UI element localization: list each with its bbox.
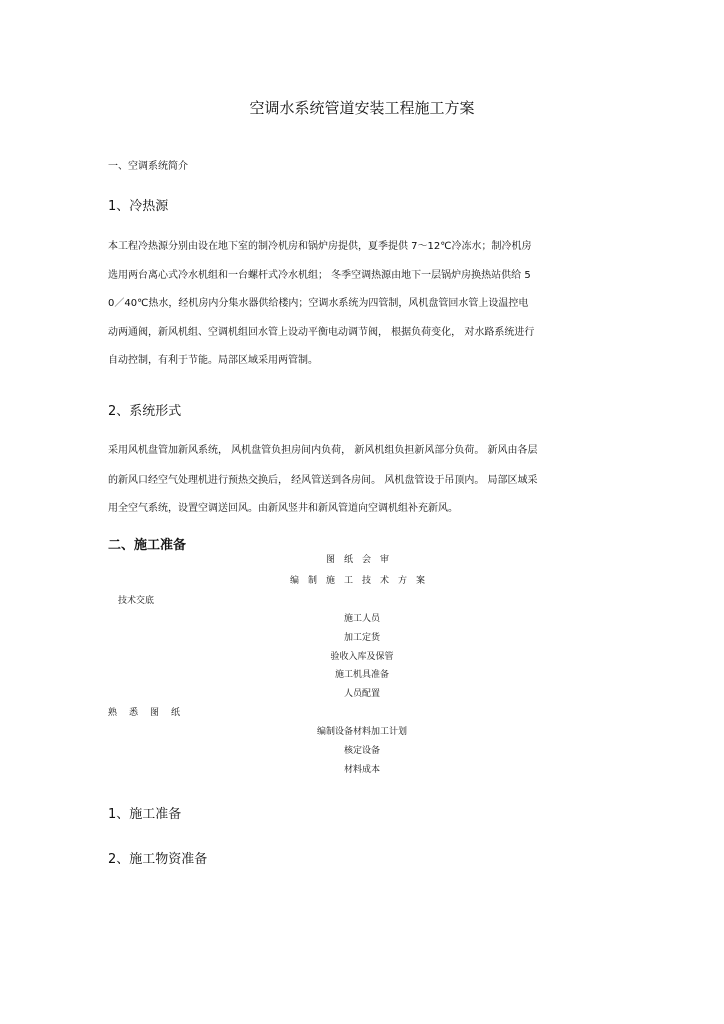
flow-node-verify-equipment: 核定设备 (343, 746, 380, 756)
subheading-construction-prep: 1、施工准备 (108, 807, 182, 822)
paragraph-line: 动两通阀，新风机组、空调机组回水管上设动平衡电动调节阀， 根据负荷变化， 对水路系统进行 (108, 327, 535, 338)
document-title: 空调水系统管道安装工程施工方案 (249, 99, 475, 117)
flow-node-acceptance: 验收入库及保管 (330, 652, 394, 662)
flow-node-material-cost: 材料成本 (343, 765, 380, 775)
flow-node-material-plan: 编制设备材料加工计划 (316, 727, 407, 737)
paragraph-line: 选用两台离心式冷水机组和一台螺杆式冷水机组； 冬季空调热源由地下一层锅炉房换热站供给 5 (108, 270, 531, 281)
flow-node-tools: 施工机具准备 (334, 670, 389, 680)
section-heading-construction-prep: 二、施工准备 (108, 538, 187, 553)
paragraph-line: 的新风口经空气处理机进行预热交换后， 经风管送到各房间。 风机盘管设于吊顶内。 局部区域采 (108, 475, 538, 486)
subheading-system-form: 2、系统形式 (108, 404, 182, 419)
flow-node-processing: 加工定货 (343, 633, 380, 643)
subheading-heat-cold-source: 1、冷热源 (108, 199, 169, 214)
flow-node-tech-briefing: 技术交底 (118, 596, 155, 606)
subheading-material-prep: 2、施工物资准备 (108, 852, 208, 867)
flow-node-personnel: 人员配置 (343, 689, 380, 699)
section-heading-system-intro: 一、空调系统简介 (108, 161, 188, 172)
flow-node-compile-plan: 编制施工技术方案 (289, 576, 434, 586)
paragraph-line: 用全空气系统，设置空调送回风。由新风竖井和新风管道向空调机组补充新风。 (108, 503, 458, 514)
paragraph-line: 0／40℃热水，经机房内分集水器供给楼内；空调水系统为四管制，风机盘管回水管上设温控电 (108, 298, 529, 309)
paragraph-line: 自动控制，有利于节能。局部区域采用两管制。 (108, 355, 318, 366)
paragraph-line: 本工程冷热源分别由设在地下室的制冷机房和锅炉房提供，夏季提供 7～12℃冷冻水；制冷机房 (108, 241, 532, 252)
flow-node-drawing-review: 图纸会审 (325, 555, 398, 565)
paragraph-line: 采用风机盘管加新风系统， 风机盘管负担房间内负荷， 新风机组负担新风部分负荷。 新风由各层 (108, 445, 538, 456)
flow-node-staff: 施工人员 (343, 614, 380, 624)
flow-node-familiar-drawings: 熟悉图纸 (108, 708, 193, 718)
